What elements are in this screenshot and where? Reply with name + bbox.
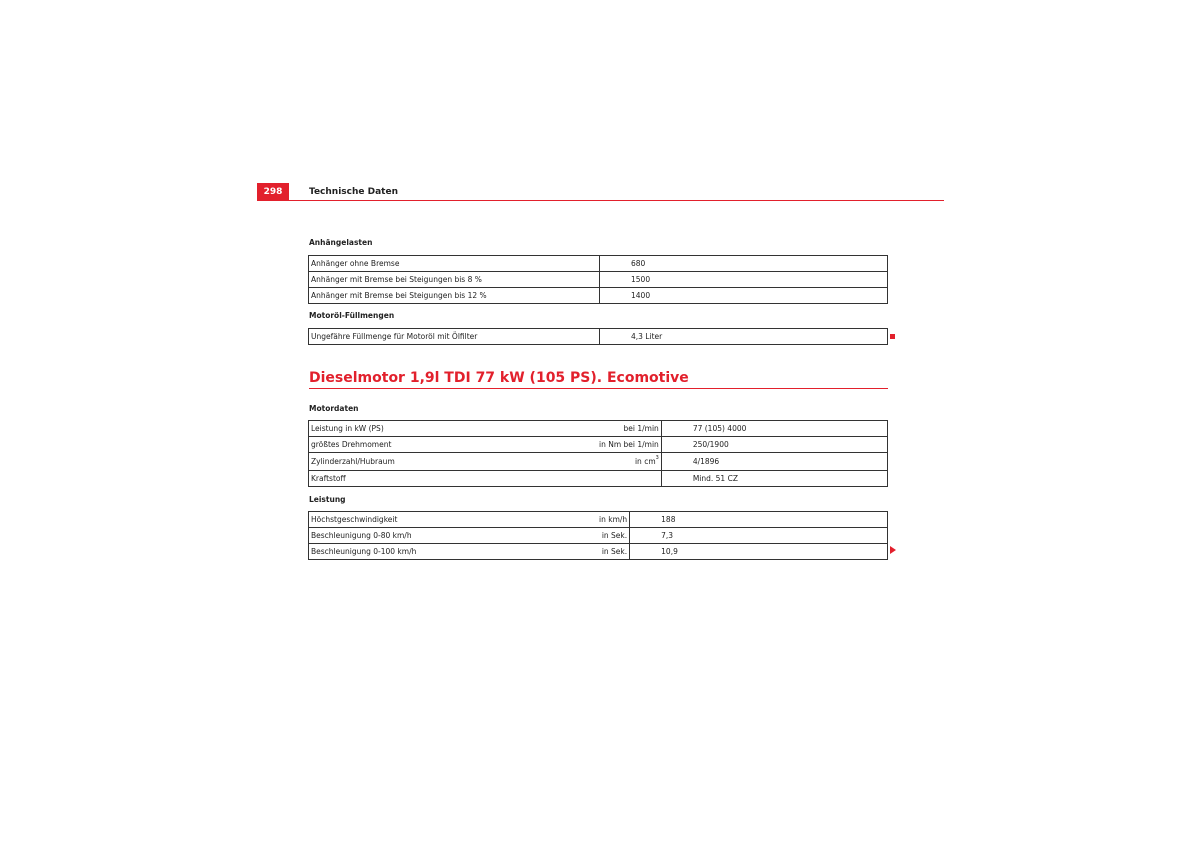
leistung-heading: Leistung [309,495,346,504]
row-value: 4/1896 [661,453,887,471]
row-label: Anhänger ohne Bremse [309,256,600,272]
section-end-marker [890,334,895,339]
row-unit [597,453,661,471]
table-row [309,288,888,304]
row-value: 250/1900 [661,437,887,453]
row-label: Anhänger mit Bremse bei Steigungen bis 12 % [309,288,600,304]
row-value: 4,3 Liter [600,329,888,345]
row-unit: in Sek. [597,544,630,560]
table-row [309,421,888,437]
table-row [309,437,888,453]
row-unit-text: in cm [634,457,656,466]
table-row [309,272,888,288]
row-label: Zylinderzahl/Hubraum [309,453,598,471]
row-unit-superscript: 3 [655,455,659,461]
row-unit [597,471,661,487]
motordaten-heading: Motordaten [309,404,359,413]
row-label: größtes Drehmoment [309,437,598,453]
row-unit: in Sek. [597,528,630,544]
row-value: 1400 [600,288,888,304]
row-value: 680 [600,256,888,272]
row-label: Leistung in kW (PS) [309,421,598,437]
motoroel-heading: Motoröl-Füllmengen [309,311,395,320]
motoroel-table [308,328,888,345]
table-row [309,471,888,487]
row-label: Beschleunigung 0-100 km/h [309,544,598,560]
running-header-title: Technische Daten [309,187,398,197]
table-row [309,528,888,544]
row-value: 188 [630,512,888,528]
row-unit: in Nm bei 1/min [597,437,661,453]
row-unit: bei 1/min [597,421,661,437]
continue-arrow-icon [890,546,896,554]
row-value: 1500 [600,272,888,288]
row-label: Beschleunigung 0-80 km/h [309,528,598,544]
motordaten-table [308,420,888,487]
row-value: Mind. 51 CZ [661,471,887,487]
table-row [309,329,888,345]
row-unit: in km/h [597,512,630,528]
row-label: Höchstgeschwindigkeit [309,512,598,528]
anhaengelasten-table [308,255,888,304]
row-value: 7,3 [630,528,888,544]
row-label: Anhänger mit Bremse bei Steigungen bis 8 % [309,272,600,288]
row-value: 10,9 [630,544,888,560]
leistung-table [308,511,888,560]
table-row [309,544,888,560]
row-label: Ungefähre Füllmenge für Motoröl mit Ölfilter [309,329,600,345]
chapter-title: Dieselmotor 1,9l TDI 77 kW (105 PS). Ecomotive [309,370,689,386]
chapter-rule [309,388,888,389]
table-row [309,512,888,528]
header-rule [257,200,944,201]
row-value: 77 (105) 4000 [661,421,887,437]
table-row [309,256,888,272]
row-label: Kraftstoff [309,471,598,487]
page-number: 298 [257,183,289,201]
anhaengelasten-heading: Anhängelasten [309,238,373,247]
table-row [309,453,888,471]
